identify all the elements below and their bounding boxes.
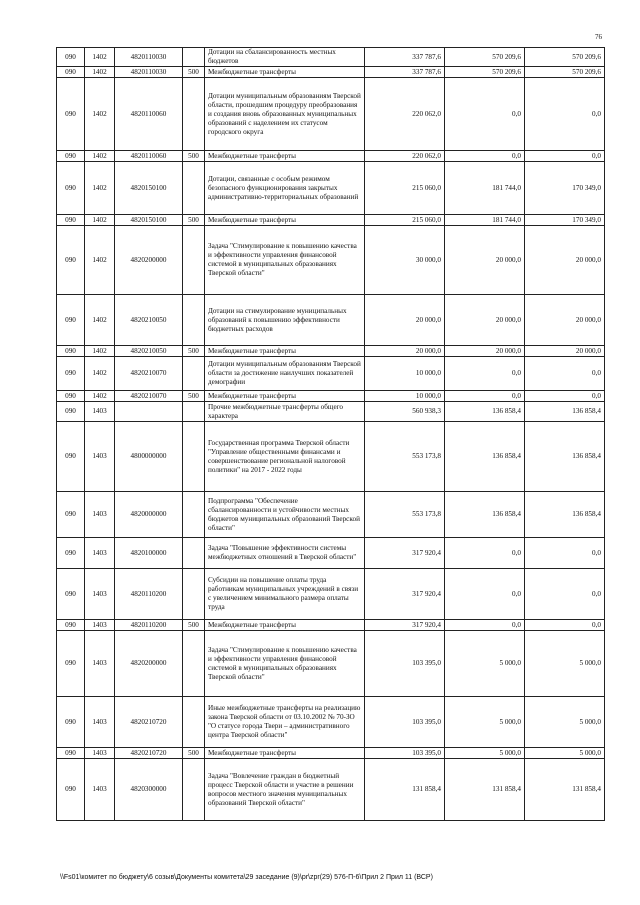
footer-file-path: \\Fs01\комитет по бюджету\6 созыв\Документы комитета\29 заседание (9)\pr\zpr(29) 576-П-6\Прил 2 Прил 11 (ВСР) [60,874,433,881]
col-section-code: 1403 [85,538,115,569]
col-amount-2: 20 000,0 [445,295,525,346]
col-expense-type-code: 500 [183,215,205,226]
col-amount-2: 0,0 [445,357,525,391]
col-name: Прочие межбюджетные трансферты общего характера [205,402,365,422]
col-amount-1: 560 938,3 [365,402,445,422]
col-target-code: 4820210050 [115,295,183,346]
col-amount-1: 103 395,0 [365,748,445,759]
table-row [57,162,605,215]
col-admin-code: 090 [57,422,85,492]
col-expense-type-code [183,78,205,151]
col-amount-1: 10 000,0 [365,357,445,391]
col-amount-1: 220 062,0 [365,78,445,151]
col-section-code: 1402 [85,226,115,295]
table-row [57,151,605,162]
col-name: Задача "Стимулирование к повышению качества и эффективности управления финансовой системой в муниципальных образованиях Тверской области" [205,631,365,697]
table-row [57,215,605,226]
col-expense-type-code: 500 [183,748,205,759]
col-amount-2: 0,0 [445,569,525,620]
col-amount-3: 20 000,0 [525,226,605,295]
col-amount-1: 103 395,0 [365,631,445,697]
col-target-code: 4820000000 [115,492,183,538]
col-target-code: 4820110030 [115,48,183,67]
col-expense-type-code [183,295,205,346]
col-admin-code: 090 [57,697,85,748]
table-row [57,759,605,821]
col-amount-2: 5 000,0 [445,748,525,759]
col-amount-1: 215 060,0 [365,215,445,226]
col-amount-3: 5 000,0 [525,748,605,759]
col-amount-1: 220 062,0 [365,151,445,162]
col-target-code: 4820110060 [115,151,183,162]
table-row [57,748,605,759]
col-expense-type-code [183,492,205,538]
col-target-code: 4820200000 [115,226,183,295]
col-target-code: 4800000000 [115,422,183,492]
table-row [57,402,605,422]
col-amount-3: 570 209,6 [525,48,605,67]
col-amount-3: 136 858,4 [525,492,605,538]
col-target-code: 4820110200 [115,620,183,631]
col-target-code: 4820110060 [115,78,183,151]
col-section-code: 1403 [85,697,115,748]
col-admin-code: 090 [57,748,85,759]
col-name: Дотации муниципальным образованиям Тверской области, прошедшим процедуру преобразования и создания вновь образованных муниципальных образований с наделением их статусом городского округа [205,78,365,151]
col-amount-2: 570 209,6 [445,48,525,67]
col-section-code: 1403 [85,748,115,759]
col-amount-2: 136 858,4 [445,422,525,492]
col-admin-code: 090 [57,67,85,78]
col-amount-2: 20 000,0 [445,226,525,295]
col-admin-code: 090 [57,78,85,151]
col-amount-1: 20 000,0 [365,346,445,357]
col-name: Задача "Вовлечение граждан в бюджетный процесс Тверской области и участие в решении вопросов местного значения муниципальных образований Тверской области" [205,759,365,821]
col-amount-3: 0,0 [525,78,605,151]
col-amount-3: 170 349,0 [525,162,605,215]
col-amount-1: 30 000,0 [365,226,445,295]
col-target-code: 4820200000 [115,631,183,697]
col-admin-code: 090 [57,346,85,357]
col-name: Межбюджетные трансферты [205,391,365,402]
col-admin-code: 090 [57,215,85,226]
col-amount-1: 337 787,6 [365,67,445,78]
col-amount-1: 103 395,0 [365,697,445,748]
col-name: Дотации на сбалансированность местных бюджетов [205,48,365,67]
col-name: Дотации, связанные с особым режимом безопасного функционирования закрытых административно-территориальных образований [205,162,365,215]
col-amount-2: 5 000,0 [445,697,525,748]
col-amount-3: 136 858,4 [525,402,605,422]
col-expense-type-code [183,48,205,67]
col-name: Государственная программа Тверской области "Управление общественными финансами и совершенствование региональной налоговой политики" на 2017 - 2022 годы [205,422,365,492]
col-section-code: 1402 [85,215,115,226]
col-target-code: 4820300000 [115,759,183,821]
budget-table [56,47,605,821]
table-row [57,492,605,538]
col-target-code: 4820210070 [115,357,183,391]
table-row [57,295,605,346]
col-amount-3: 0,0 [525,569,605,620]
col-admin-code: 090 [57,226,85,295]
table-row [57,78,605,151]
col-amount-3: 570 209,6 [525,67,605,78]
col-name: Межбюджетные трансферты [205,67,365,78]
col-amount-2: 131 858,4 [445,759,525,821]
col-amount-3: 0,0 [525,357,605,391]
col-amount-3: 5 000,0 [525,631,605,697]
col-expense-type-code [183,162,205,215]
col-expense-type-code [183,422,205,492]
col-name: Межбюджетные трансферты [205,346,365,357]
col-amount-2: 0,0 [445,78,525,151]
col-section-code: 1403 [85,631,115,697]
col-name: Межбюджетные трансферты [205,748,365,759]
col-admin-code: 090 [57,631,85,697]
table-row [57,620,605,631]
col-section-code: 1403 [85,620,115,631]
col-amount-2: 0,0 [445,538,525,569]
col-amount-1: 553 173,8 [365,492,445,538]
col-section-code: 1403 [85,402,115,422]
col-name: Дотации муниципальным образованиям Тверской области за достижение наилучших показателей демографии [205,357,365,391]
table-body [57,48,605,821]
col-admin-code: 090 [57,48,85,67]
col-section-code: 1402 [85,391,115,402]
col-admin-code: 090 [57,162,85,215]
col-section-code: 1402 [85,162,115,215]
col-amount-1: 215 060,0 [365,162,445,215]
col-section-code: 1403 [85,492,115,538]
col-name: Задача "Стимулирование к повышению качества и эффективности управления финансовой системой в муниципальных образованиях Тверской области" [205,226,365,295]
col-target-code: 4820110200 [115,569,183,620]
table-row [57,422,605,492]
col-amount-2: 0,0 [445,391,525,402]
table-row [57,391,605,402]
col-amount-2: 136 858,4 [445,402,525,422]
col-amount-3: 170 349,0 [525,215,605,226]
col-expense-type-code [183,538,205,569]
table-row [57,357,605,391]
col-amount-3: 5 000,0 [525,697,605,748]
col-amount-2: 5 000,0 [445,631,525,697]
col-admin-code: 090 [57,492,85,538]
col-name: Иные межбюджетные трансферты на реализацию закона Тверской области от 03.10.2002 № 70-ЗО "О статусе города Твери – административного центра Тверской области" [205,697,365,748]
col-admin-code: 090 [57,538,85,569]
table-row [57,631,605,697]
col-amount-2: 0,0 [445,620,525,631]
col-target-code: 4820210720 [115,748,183,759]
col-section-code: 1403 [85,422,115,492]
col-amount-2: 20 000,0 [445,346,525,357]
col-amount-1: 553 173,8 [365,422,445,492]
col-admin-code: 090 [57,357,85,391]
col-amount-3: 0,0 [525,538,605,569]
col-expense-type-code [183,569,205,620]
col-name: Межбюджетные трансферты [205,151,365,162]
col-amount-3: 20 000,0 [525,346,605,357]
col-expense-type-code [183,226,205,295]
col-admin-code: 090 [57,402,85,422]
col-section-code: 1402 [85,151,115,162]
page-number: 76 [595,33,602,41]
col-expense-type-code: 500 [183,620,205,631]
col-amount-3: 0,0 [525,620,605,631]
col-amount-3: 0,0 [525,151,605,162]
col-name: Дотации на стимулирование муниципальных образований к повышению эффективности бюджетных расходов [205,295,365,346]
col-amount-2: 570 209,6 [445,67,525,78]
col-expense-type-code [183,357,205,391]
col-amount-3: 131 858,4 [525,759,605,821]
col-amount-1: 317 920,4 [365,538,445,569]
col-target-code [115,402,183,422]
col-target-code: 4820210050 [115,346,183,357]
col-admin-code: 090 [57,569,85,620]
col-section-code: 1403 [85,759,115,821]
col-admin-code: 090 [57,151,85,162]
col-target-code: 4820210070 [115,391,183,402]
col-amount-3: 0,0 [525,391,605,402]
col-admin-code: 090 [57,759,85,821]
col-expense-type-code [183,759,205,821]
col-expense-type-code: 500 [183,346,205,357]
col-name: Межбюджетные трансферты [205,215,365,226]
table-row [57,569,605,620]
col-expense-type-code: 500 [183,151,205,162]
col-expense-type-code [183,697,205,748]
col-amount-2: 136 858,4 [445,492,525,538]
col-expense-type-code [183,631,205,697]
col-name: Задача "Повышение эффективности системы межбюджетных отношений в Тверской области" [205,538,365,569]
col-expense-type-code: 500 [183,67,205,78]
col-amount-1: 20 000,0 [365,295,445,346]
col-name: Подпрограмма "Обеспечение сбалансированности и устойчивости местных бюджетов муниципальных образований Тверской области" [205,492,365,538]
col-amount-2: 0,0 [445,151,525,162]
col-section-code: 1402 [85,67,115,78]
col-amount-3: 20 000,0 [525,295,605,346]
col-target-code: 4820150100 [115,215,183,226]
table-row [57,538,605,569]
col-section-code: 1402 [85,78,115,151]
col-amount-3: 136 858,4 [525,422,605,492]
col-target-code: 4820100000 [115,538,183,569]
col-section-code: 1402 [85,357,115,391]
col-admin-code: 090 [57,391,85,402]
col-name: Субсидии на повышение оплаты труда работникам муниципальных учреждений в связи с увеличением минимального размера оплаты труда [205,569,365,620]
col-target-code: 4820150100 [115,162,183,215]
col-amount-1: 337 787,6 [365,48,445,67]
col-amount-2: 181 744,0 [445,162,525,215]
table-row [57,226,605,295]
col-amount-1: 317 920,4 [365,569,445,620]
col-expense-type-code: 500 [183,391,205,402]
col-section-code: 1403 [85,569,115,620]
col-name: Межбюджетные трансферты [205,620,365,631]
col-amount-1: 131 858,4 [365,759,445,821]
table-row [57,67,605,78]
col-target-code: 4820110030 [115,67,183,78]
col-target-code: 4820210720 [115,697,183,748]
table-row [57,697,605,748]
col-expense-type-code [183,402,205,422]
table-row [57,48,605,67]
col-section-code: 1402 [85,48,115,67]
col-amount-2: 181 744,0 [445,215,525,226]
col-section-code: 1402 [85,346,115,357]
col-admin-code: 090 [57,295,85,346]
col-amount-1: 317 920,4 [365,620,445,631]
col-admin-code: 090 [57,620,85,631]
col-section-code: 1402 [85,295,115,346]
col-amount-1: 10 000,0 [365,391,445,402]
table-row [57,346,605,357]
